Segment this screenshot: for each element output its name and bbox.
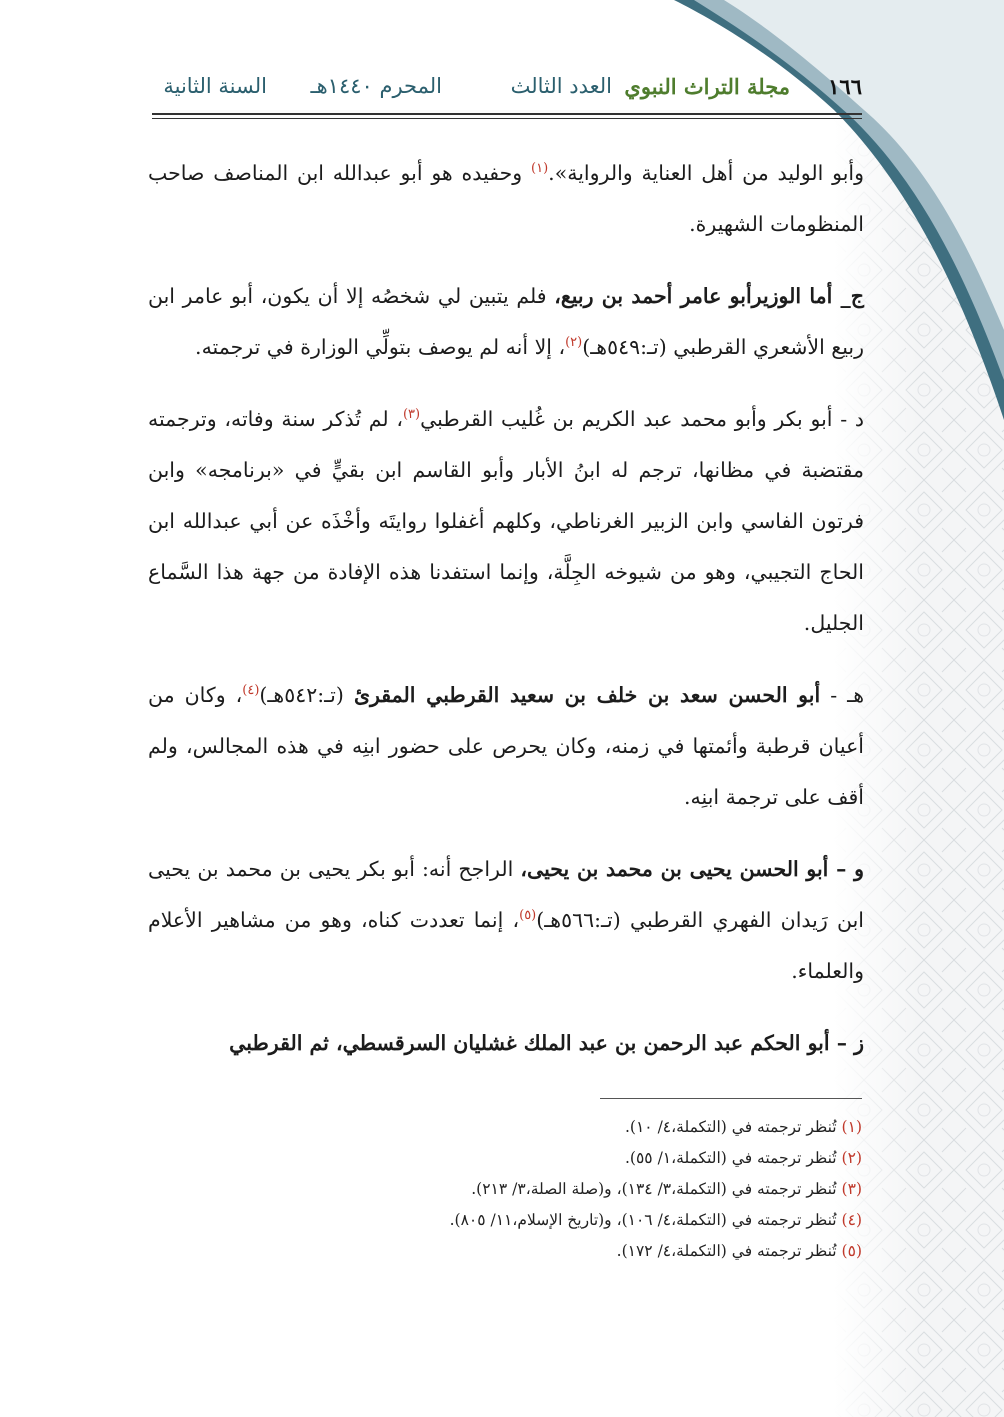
header-rule-thick [152,113,862,115]
paragraph-text: وأبو الوليد من أهل العناية والرواية». [548,161,864,185]
issue-label: العدد الثالث [510,74,612,98]
footnote-item [150,1143,862,1174]
paragraph-text: (تـ:٥٤٢هـ) [259,683,354,707]
entry-heading: أبو الحسن سعد بن خلف بن سعيد القرطبي المقرئ [353,683,821,707]
paragraph-2 [148,271,864,373]
article-body [148,148,864,1090]
paragraph-text: ، لم تُذكر سنة وفاته، وترجمته مقتضبة في مظانها، ترجم له ابنُ الأبار وأبو القاسم ابن بقيٍّ في «برنامجه» وابن فرتون الفاسي وابن الزبير الغرناطي، وكلهم أغفلوا روايتَه وأخْذَه عن أبي عبدالله ابن الحاج التجيبي، وهو من شيوخه الجِلَّة، وإنما استفدنا هذه الإفادة من جهة هذا السَّماع الجليل. [148,407,864,635]
footnote-number: (٢) [841,1149,862,1167]
footnote-item [150,1236,862,1267]
paragraph-5 [148,844,864,997]
year-label: السنة الثانية [163,74,267,98]
entry-prefix: هـ - [820,683,864,707]
footnote-number: (٥) [841,1242,862,1260]
page-header [150,70,862,110]
footnote-ref[interactable]: (٤) [242,683,260,699]
paragraph-4 [148,670,864,823]
page-number: ١٦٦ [828,74,862,99]
entry-heading: و – أبو الحسن يحيى بن محمد بن يحيى، [520,857,864,881]
footnote-item [150,1174,862,1205]
footnotes [150,1112,862,1267]
footnote-text: تُنظر ترجمته في (التكملة،١/ ٥٥). [625,1149,842,1167]
paragraph-text: ، إنما تعددت كناه، وهو من مشاهير الأعلام والعلماء. [148,908,864,983]
footnote-text: تُنظر ترجمته في (التكملة،٤/ ١٧٢). [616,1242,842,1260]
footnote-number: (٣) [841,1180,862,1198]
footnote-text: تُنظر ترجمته في (التكملة،٤/ ١٠). [625,1118,842,1136]
entry-heading: ز – أبو الحكم عبد الرحمن بن عبد الملك غشليان السرقسطي، ثم القرطبي [229,1031,864,1055]
footnote-ref[interactable]: (٢) [565,335,583,351]
paragraph-text: الراجح أنه: أبو بكر يحيى بن محمد بن يحيى ابن رَيدان الفهري القرطبي (تـ:٥٦٦هـ) [148,857,864,932]
footnote-item [150,1112,862,1143]
paragraph-text: وحفيده هو أبو عبدالله ابن المناصف صاحب المنظومات الشهيرة. [148,161,864,236]
footnote-item [150,1205,862,1236]
footnote-ref[interactable]: (١) [531,161,549,177]
footnote-number: (١) [841,1118,862,1136]
paragraph-text: فلم يتبين لي شخصُه إلا أن يكون، أبو عامر ابن ربيع الأشعري القرطبي (تـ:٥٤٩هـ) [148,284,864,359]
footnote-text: تُنظر ترجمته في (التكملة،٤/ ١٠٦)، و(تاريخ الإسلام،١١/ ٨٠٥). [449,1211,842,1229]
paragraph-text: ، إلا أنه لم يوصف بتولِّي الوزارة في ترجمته. [195,335,566,359]
issue-date: المحرم ١٤٤٠هـ [310,74,442,98]
paragraph-text: ، وكان من أعيان قرطبة وأئمتها في زمنه، وكان يحرص على حضور ابنِه في هذه المجالس، ولم أقف على ترجمة ابنِه. [148,683,864,809]
paragraph-3 [148,394,864,649]
footnote-ref[interactable]: (٥) [519,908,537,924]
header-rule-thin [152,118,862,119]
entry-heading: ج_ أما الوزيرأبو عامر أحمد بن ربيع، [554,284,865,308]
journal-title: مجلة التراث النبوي [624,74,790,99]
paragraph-1 [148,148,864,250]
footnote-separator [600,1098,862,1099]
footnote-text: تُنظر ترجمته في (التكملة،٣/ ١٣٤)، و(صلة الصلة،٣/ ٢١٣). [471,1180,842,1198]
paragraph-text: د - أبو بكر وأبو محمد عبد الكريم بن غُليب القرطبي [420,407,864,431]
paragraph-6 [148,1018,864,1069]
footnote-number: (٤) [841,1211,862,1229]
footnote-ref[interactable]: (٣) [402,407,421,423]
